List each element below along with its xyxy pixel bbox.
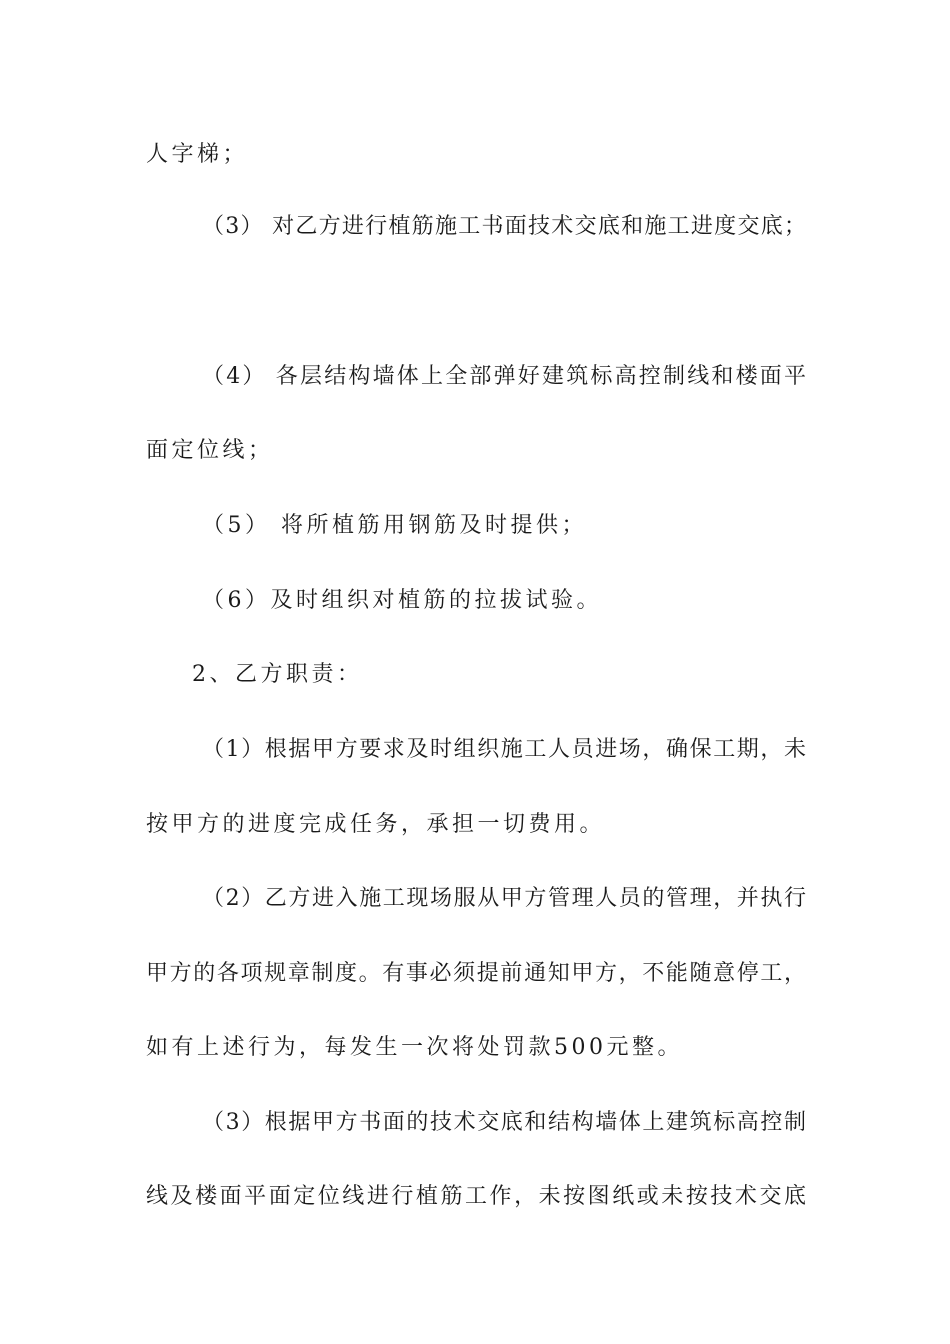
- text-line: 按甲方的进度完成任务，承担一切费用。: [146, 812, 606, 837]
- text-line: （5） 将所植筋用钢筋及时提供；: [202, 513, 587, 538]
- text-line: 人字梯；: [146, 142, 249, 167]
- text-line: （3） 对乙方进行植筋施工书面技术交底和施工进度交底；: [202, 214, 806, 239]
- text-line: （1）根据甲方要求及时组织施工人员进场，确保工期，未: [202, 737, 806, 762]
- text-line: 面定位线；: [146, 438, 274, 463]
- text-line: 甲方的各项规章制度。有事必须提前通知甲方，不能随意停工，: [146, 961, 806, 986]
- text-line: （4） 各层结构墙体上全部弹好建筑标高控制线和楼面平: [202, 364, 806, 389]
- section-heading: 2、乙方职责：: [192, 662, 363, 687]
- text-line: 线及楼面平面定位线进行植筋工作，未按图纸或未按技术交底: [146, 1184, 806, 1209]
- text-line: （2）乙方进入施工现场服从甲方管理人员的管理，并执行: [202, 886, 806, 911]
- text-line: （6）及时组织对植筋的拉拔试验。: [202, 588, 602, 613]
- text-line: 如有上述行为，每发生一次将处罚款500元整。: [146, 1035, 683, 1060]
- text-line: （3）根据甲方书面的技术交底和结构墙体上建筑标高控制: [202, 1110, 806, 1135]
